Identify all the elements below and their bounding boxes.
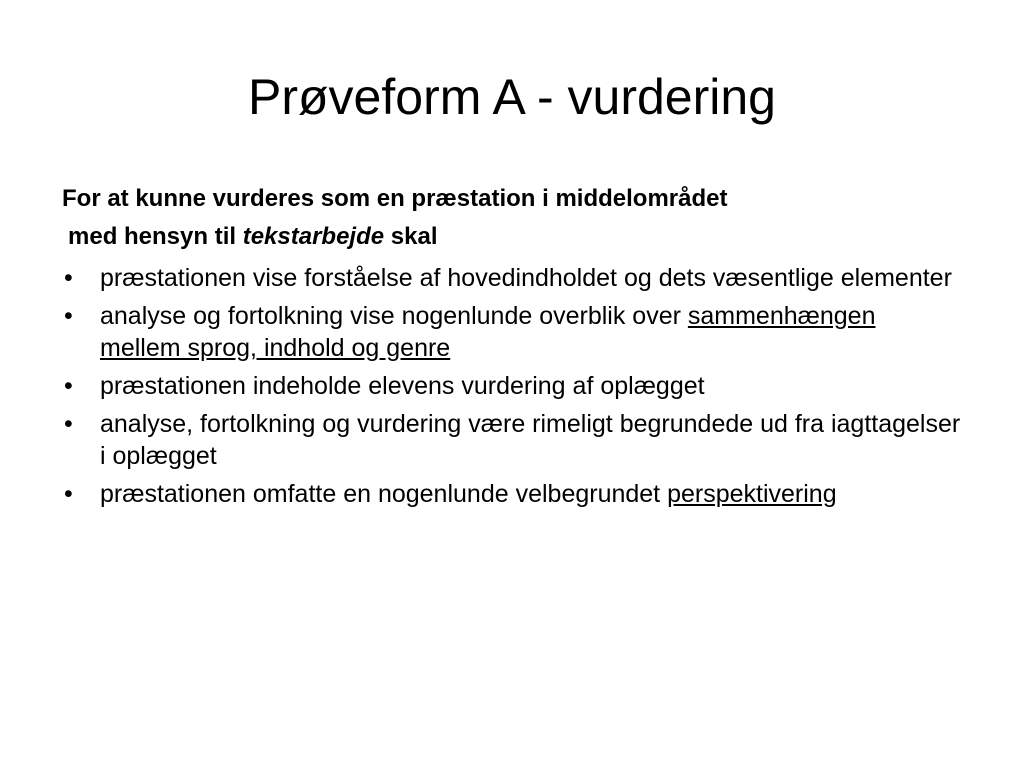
bullet-icon: • xyxy=(64,264,73,292)
bullet-item xyxy=(62,408,962,472)
bullet-icon: • xyxy=(64,302,73,330)
bullet-list xyxy=(62,262,962,510)
slide-body xyxy=(62,180,962,510)
slide-title: Prøveform A - vurdering xyxy=(248,69,776,125)
bullet-icon: • xyxy=(64,480,73,508)
intro-line-1: For at kunne vurderes som en præstation i middelområdet xyxy=(62,185,728,212)
bullet-icon: • xyxy=(64,410,73,438)
intro-line-2 xyxy=(62,218,962,256)
bullet-icon: • xyxy=(64,372,73,400)
bullet-text: præstationen indeholde elevens vurdering af oplægget xyxy=(100,372,705,400)
bullet-text: analyse, fortolkning og vurdering være rimeligt begrundede ud fra iagttagelser i oplægget xyxy=(100,410,961,470)
bullet-text: præstationen vise forståelse af hovedindholdet og dets væsentlige elementer xyxy=(100,264,952,292)
bullet-underlined-text: perspektivering xyxy=(667,480,837,508)
bullet-item xyxy=(62,300,962,364)
intro-line-2-suffix: skal xyxy=(384,223,438,250)
bullet-underlined-text: sammenhængen mellem sprog, indhold og genre xyxy=(100,302,876,362)
bullet-item xyxy=(62,262,962,294)
intro-line-2-prefix: med hensyn til xyxy=(68,223,243,250)
bullet-text: præstationen omfatte en nogenlunde velbegrundet xyxy=(100,480,668,508)
bullet-item xyxy=(62,478,962,510)
intro-emphasis: tekstarbejde xyxy=(242,223,385,250)
bullet-text: analyse og fortolkning vise nogenlunde overblik over xyxy=(100,302,688,330)
bullet-item xyxy=(62,370,962,402)
